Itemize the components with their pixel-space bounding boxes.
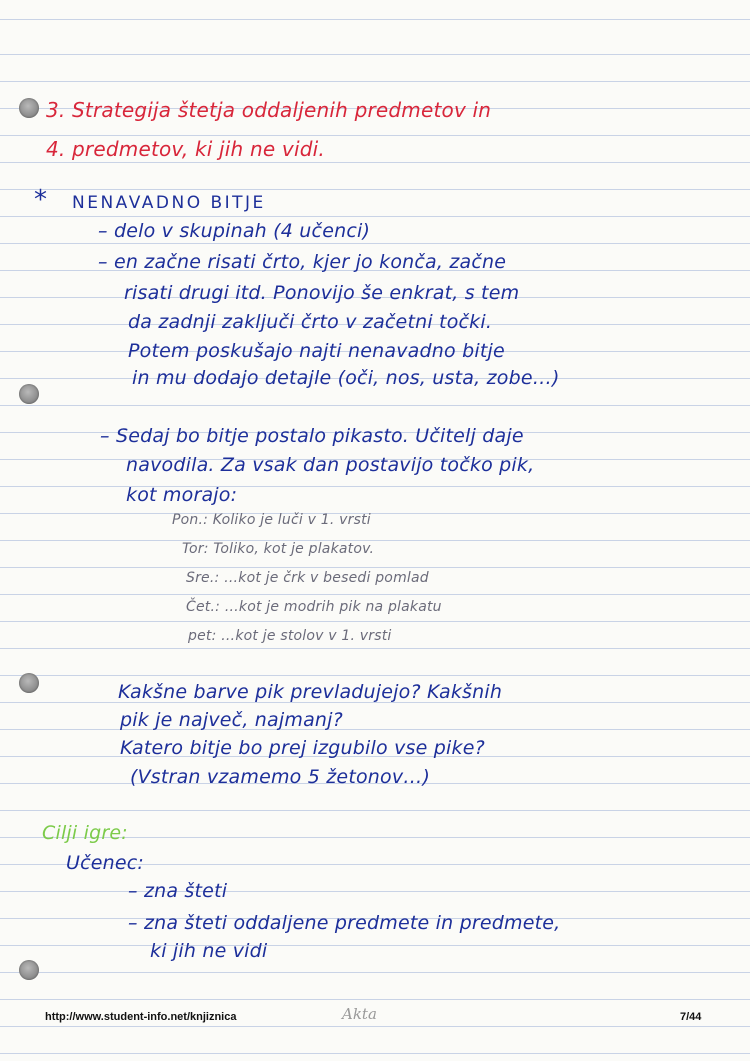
note-line: ki jih ne vidi — [150, 940, 268, 962]
section-title: NENAVADNO BITJE — [72, 193, 266, 213]
footer-logo: Akta — [342, 1005, 377, 1023]
note-line: – en začne risati črto, kjer jo konča, začne — [98, 251, 507, 273]
note-line: risati drugi itd. Ponovijo še enkrat, s tem — [124, 282, 520, 304]
note-line: – delo v skupinah (4 učenci) — [98, 220, 371, 242]
heading-strategy-3: 3. Strategija štetja oddaljenih predmetov in — [46, 98, 492, 122]
binder-hole-icon — [19, 384, 39, 404]
note-line: in mu dodajo detajle (oči, nos, usta, zobe…) — [132, 367, 560, 389]
note-line: (Vstran vzamemo 5 žetonov…) — [130, 766, 431, 788]
binder-hole-icon — [19, 673, 39, 693]
note-line: – Sedaj bo bitje postalo pikasto. Učitelj daje — [100, 425, 524, 447]
note-line: Potem poskušajo najti nenavadno bitje — [128, 340, 505, 362]
note-line: – zna šteti oddaljene predmete in predmete, — [128, 912, 561, 934]
note-line: Kakšne barve pik prevladujejo? Kakšnih — [118, 681, 503, 703]
note-line: – zna šteti — [128, 880, 228, 902]
note-line: Učenec: — [66, 852, 145, 874]
goals-heading: Cilji igre: — [42, 822, 128, 844]
schedule-line: pet: …kot je stolov v 1. vrsti — [188, 628, 392, 644]
page-number: 7/44 — [680, 1011, 702, 1023]
binder-hole-icon — [19, 98, 39, 118]
note-line: Katero bitje bo prej izgubilo vse pike? — [120, 737, 485, 759]
note-line: navodila. Za vsak dan postavijo točko pik, — [126, 454, 535, 476]
note-line: da zadnji zaključi črto v začetni točki. — [128, 311, 493, 333]
schedule-line: Čet.: …kot je modrih pik na plakatu — [186, 599, 442, 615]
schedule-line: Pon.: Koliko je luči v 1. vrsti — [172, 512, 371, 528]
schedule-line: Sre.: …kot je črk v besedi pomlad — [186, 570, 429, 586]
binder-hole-icon — [19, 960, 39, 980]
asterisk-icon: * — [34, 185, 48, 215]
schedule-line: Tor: Toliko, kot je plakatov. — [182, 541, 375, 557]
note-line: pik je največ, najmanj? — [120, 709, 343, 731]
footer-url: http://www.student-info.net/knjiznica — [45, 1011, 237, 1023]
heading-strategy-4: 4. predmetov, ki jih ne vidi. — [46, 137, 325, 161]
note-line: kot morajo: — [126, 484, 238, 506]
